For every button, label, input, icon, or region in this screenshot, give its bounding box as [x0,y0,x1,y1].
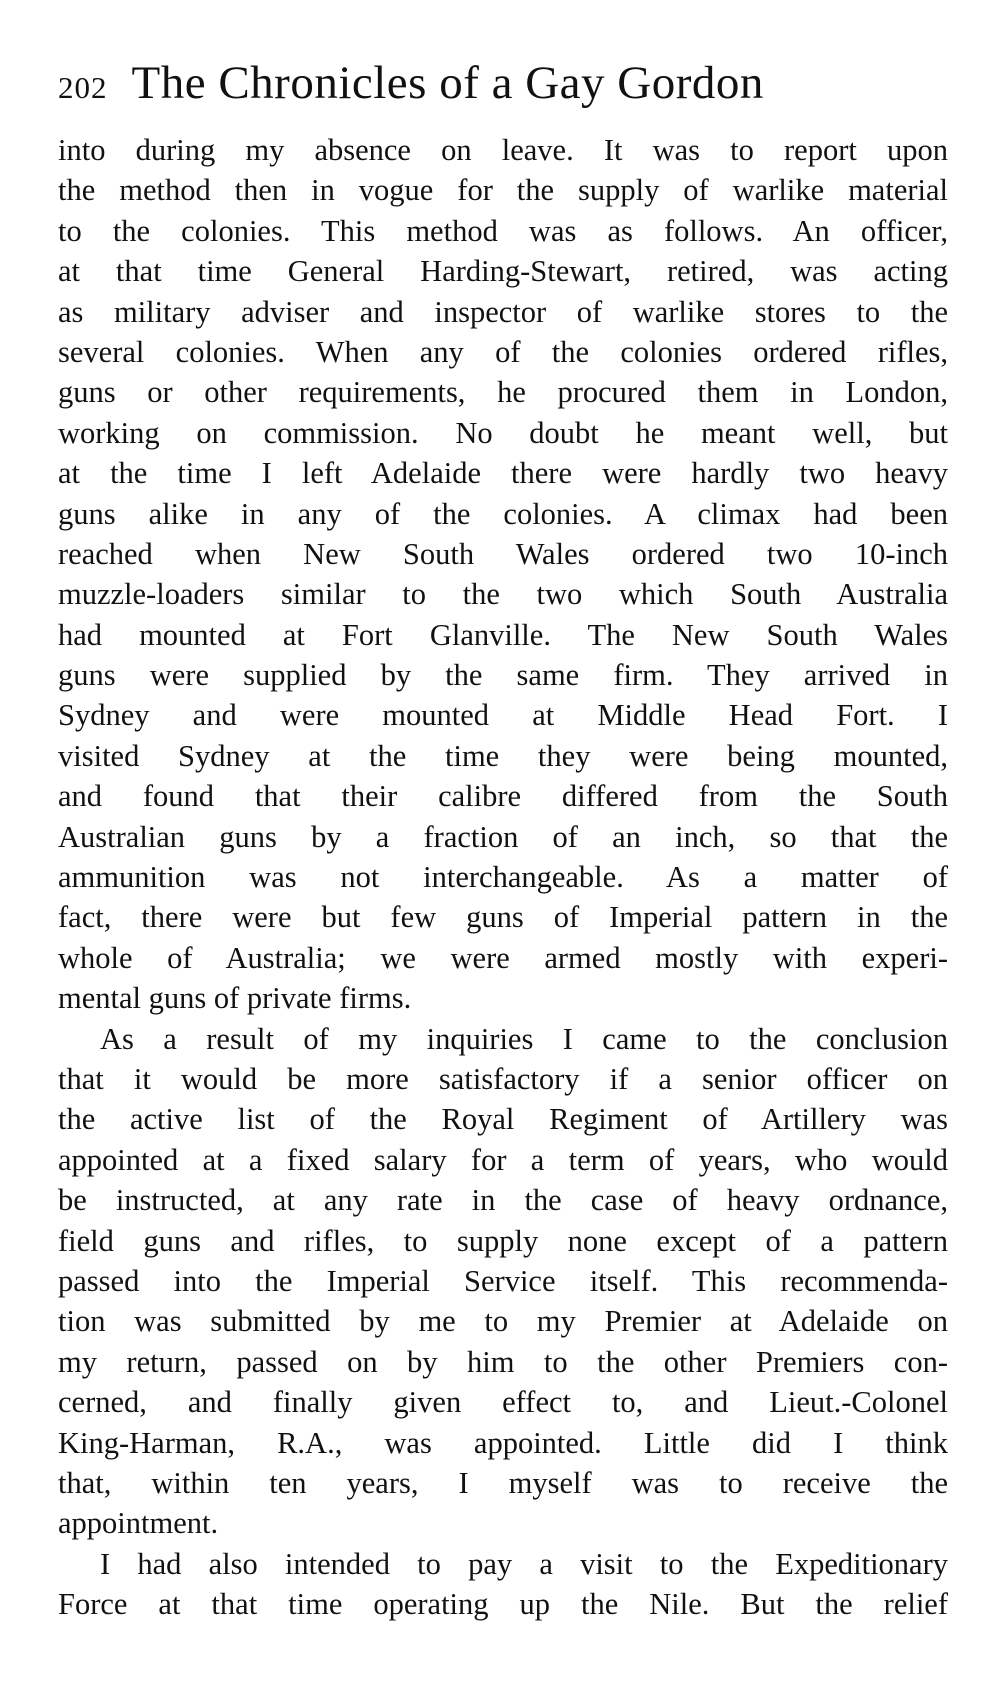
text-line: into during my absence on leave. It was to report upon [58,133,948,167]
text-line: Australian guns by a fraction of an inch, so that the [58,819,948,854]
text-line: visited Sydney at the time they were being mounted, [58,738,948,773]
text-line: as military adviser and inspector of warlike stores to the [58,294,948,329]
text-line: Force at that time operating up the Nile. But the relief [58,1587,948,1622]
text-line: guns alike in any of the colonies. A climax had been [58,496,948,531]
paragraph-start-line: I had also intended to pay a visit to the Expeditionary [100,1546,948,1581]
text-line: fact, there were but few guns of Imperial pattern in the [58,900,948,935]
text-line: tion was submitted by me to my Premier at Adelaide on [58,1304,948,1339]
text-line: working on commission. No doubt he meant well, but [58,415,948,450]
text-line: that, within ten years, I myself was to receive the [58,1465,948,1500]
text-line: be instructed, at any rate in the case of heavy ordnance, [58,1183,948,1218]
text-line: King-Harman, R.A., was appointed. Little did I think [58,1425,948,1460]
paragraph-end-line: appointment. [58,1506,219,1541]
text-line: to the colonies. This method was as follows. An officer, [58,213,948,248]
text-line: the method then in vogue for the supply of warlike material [58,173,948,208]
text-line: Sydney and were mounted at Middle Head Fort. I [58,698,948,733]
paragraph-end-line: mental guns of private firms. [58,981,412,1016]
text-line: muzzle-loaders similar to the two which South Australia [58,577,948,612]
text-line: guns were supplied by the same firm. They arrived in [58,658,948,693]
body-text [58,130,948,1624]
text-line: whole of Australia; we were armed mostly with experi- [58,940,948,975]
text-line: field guns and rifles, to supply none except of a pattern [58,1223,948,1258]
running-title: The Chronicles of a Gay Gordon [131,57,764,109]
text-line: had mounted at Fort Glanville. The New South Wales [58,617,948,652]
text-line: at the time I left Adelaide there were hardly two heavy [58,456,948,491]
text-line: reached when New South Wales ordered two 10-inch [58,536,948,571]
text-line: several colonies. When any of the colonies ordered rifles, [58,334,948,369]
text-line: my return, passed on by him to the other Premiers con- [58,1344,948,1379]
text-line: appointed at a fixed salary for a term of years, who would [58,1142,948,1177]
text-line: the active list of the Royal Regiment of Artillery was [58,1102,948,1137]
running-header [58,56,948,126]
text-line: at that time General Harding-Stewart, retired, was acting [58,254,948,289]
text-line: that it would be more satisfactory if a senior officer on [58,1061,948,1096]
page-number: 202 [58,70,108,105]
text-line: guns or other requirements, he procured them in London, [58,375,948,410]
text-line: passed into the Imperial Service itself. This recommenda- [58,1263,948,1298]
paragraph-start-line: As a result of my inquiries I came to the conclusion [100,1021,948,1056]
text-line: cerned, and finally given effect to, and Lieut.-Colonel [58,1385,948,1420]
text-line: ammunition was not interchangeable. As a matter of [58,860,948,895]
text-line: and found that their calibre differed from the South [58,779,948,814]
